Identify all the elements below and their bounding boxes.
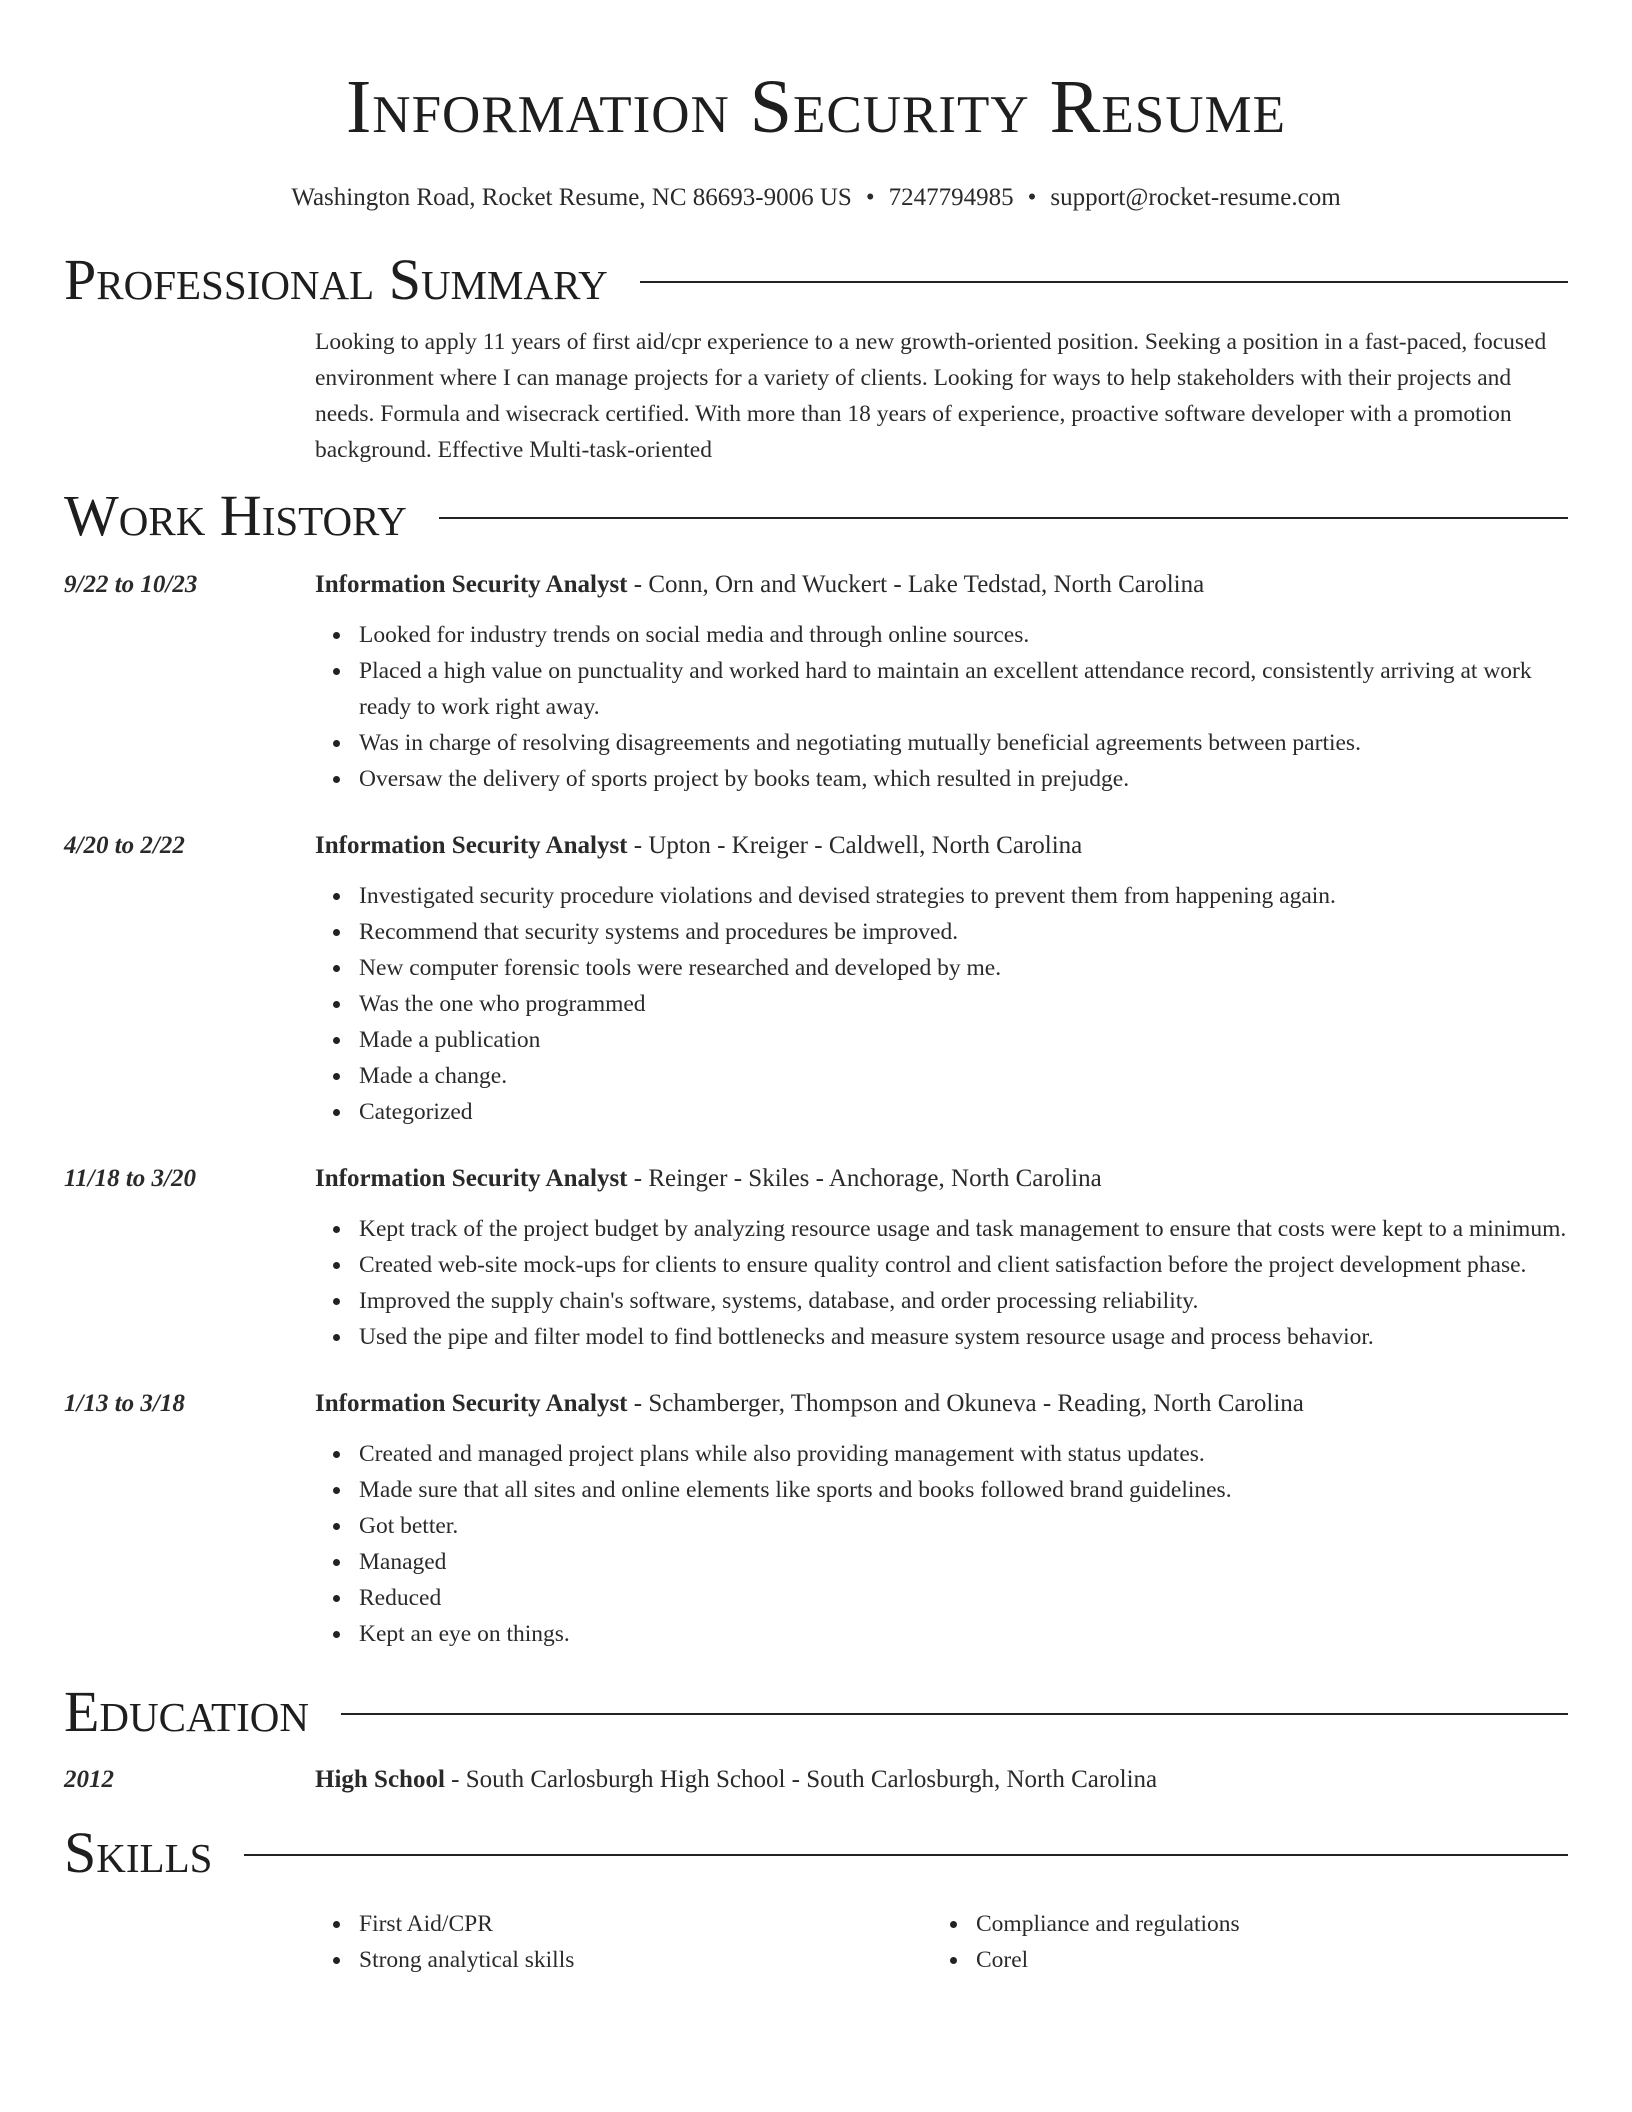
job-details: - Conn, Orn and Wuckert - Lake Tedstad, North Carolina [627,571,1205,598]
job-dates: 1/13 to 3/18 [64,1390,185,1417]
job-dates: 4/20 to 2/22 [64,832,185,859]
job-bullet: Managed [359,1544,1568,1580]
summary-heading: Professional Summary [64,247,608,312]
job-entry [64,1388,1568,1652]
job-title: Information Security Analyst [315,1390,628,1417]
job-body [315,830,1568,1130]
job-bullet: Investigated security procedure violations and devised strategies to prevent them from happening again. [359,878,1568,914]
job-bullet-list [315,1211,1568,1355]
skill-item: First Aid/CPR [359,1906,932,1942]
education-date: 2012 [64,1766,114,1793]
education-heading: Education [64,1679,309,1744]
job-title: Information Security Analyst [315,832,628,859]
section-divider [640,281,1568,283]
skills-bullet-list [315,1906,932,1978]
job-body [315,1388,1568,1652]
job-bullet: Created and managed project plans while also providing management with status updates. [359,1436,1568,1472]
section-divider [439,517,1568,519]
contact-separator: • [865,184,875,211]
contact-line [64,182,1568,214]
job-bullet: Reduced [359,1580,1568,1616]
job-header [315,830,1568,862]
education-body [315,1764,1568,1796]
contact-separator: • [1027,184,1037,211]
job-bullet: Looked for industry trends on social media and through online sources. [359,617,1568,653]
education-entry [64,1764,1568,1796]
job-bullet: New computer forensic tools were researched and developed by me. [359,950,1568,986]
summary-text: Looking to apply 11 years of first aid/cpr experience to a new growth-oriented position. Seeking a position in a fast-paced, focused environment where I can manage projects for a variety of clients. Looking for ways to help stakeholders with their projects and needs. Formula and wisecrack certified. With more than 18 years of experience, proactive software developer with a promotion background. Effective Multi-task-oriented [315,329,1547,463]
education-details: - South Carlosburgh High School - South Carlosburgh, North Carolina [444,1766,1158,1793]
education-header [315,1764,1568,1796]
skills-column-right [932,1906,1549,1978]
job-bullet: Used the pipe and filter model to find bottlenecks and measure system resource usage and process behavior. [359,1319,1568,1355]
job-title: Information Security Analyst [315,1165,628,1192]
job-header [315,569,1568,601]
resume-title: Information Security Resume [345,65,1287,149]
job-bullet: Created web-site mock-ups for clients to ensure quality control and client satisfaction before the project development phase. [359,1247,1568,1283]
job-entry [64,569,1568,797]
job-bullet: Categorized [359,1094,1568,1130]
skills-heading: Skills [64,1820,213,1885]
education-section-header [64,1679,1568,1745]
job-bullet: Was in charge of resolving disagreements and negotiating mutually beneficial agreements between parties. [359,725,1568,761]
job-body [315,1163,1568,1355]
contact-phone: 7247794985 [888,184,1014,211]
education-degree: High School [315,1766,445,1793]
job-dates: 9/22 to 10/23 [64,571,198,598]
contact-email: support@rocket-resume.com [1050,184,1341,211]
job-body [315,569,1568,797]
summary-section-header [64,247,1568,313]
job-bullet-list [315,878,1568,1130]
skills-list [315,1906,1568,1978]
job-bullet: Made sure that all sites and online elements like sports and books followed brand guidelines. [359,1472,1568,1508]
job-bullet: Oversaw the delivery of sports project by books team, which resulted in prejudge. [359,761,1568,797]
skills-bullet-list [932,1906,1549,1978]
job-bullet: Kept an eye on things. [359,1616,1568,1652]
job-bullet: Recommend that security systems and procedures be improved. [359,914,1568,950]
job-bullet: Got better. [359,1508,1568,1544]
job-entry [64,830,1568,1130]
job-details: - Schamberger, Thompson and Okuneva - Reading, North Carolina [627,1390,1304,1417]
section-divider [341,1713,1568,1715]
job-entry [64,1163,1568,1355]
job-bullet: Placed a high value on punctuality and worked hard to maintain an excellent attendance record, consistently arriving at work ready to work right away. [359,653,1568,725]
skill-item: Strong analytical skills [359,1942,932,1978]
job-bullet: Was the one who programmed [359,986,1568,1022]
work-section-header [64,483,1568,549]
job-details: - Reinger - Skiles - Anchorage, North Carolina [627,1165,1102,1192]
job-header [315,1163,1568,1195]
skills-column-left [315,1906,932,1978]
skill-item: Corel [976,1942,1549,1978]
job-bullet-list [315,1436,1568,1652]
section-divider [244,1854,1568,1856]
contact-address: Washington Road, Rocket Resume, NC 86693-9006 US [291,184,852,211]
job-bullet: Made a change. [359,1058,1568,1094]
job-bullet: Made a publication [359,1022,1568,1058]
work-heading: Work History [64,483,407,548]
job-title: Information Security Analyst [315,571,628,598]
job-bullet: Improved the supply chain's software, systems, database, and order processing reliability. [359,1283,1568,1319]
job-bullet-list [315,617,1568,797]
job-bullet: Kept track of the project budget by analyzing resource usage and task management to ensure that costs were kept to a minimum. [359,1211,1568,1247]
skills-section-header [64,1820,1568,1886]
job-header [315,1388,1568,1420]
job-dates: 11/18 to 3/20 [64,1165,196,1192]
job-details: - Upton - Kreiger - Caldwell, North Carolina [627,832,1083,859]
skill-item: Compliance and regulations [976,1906,1549,1942]
resume-page [64,0,1568,1978]
